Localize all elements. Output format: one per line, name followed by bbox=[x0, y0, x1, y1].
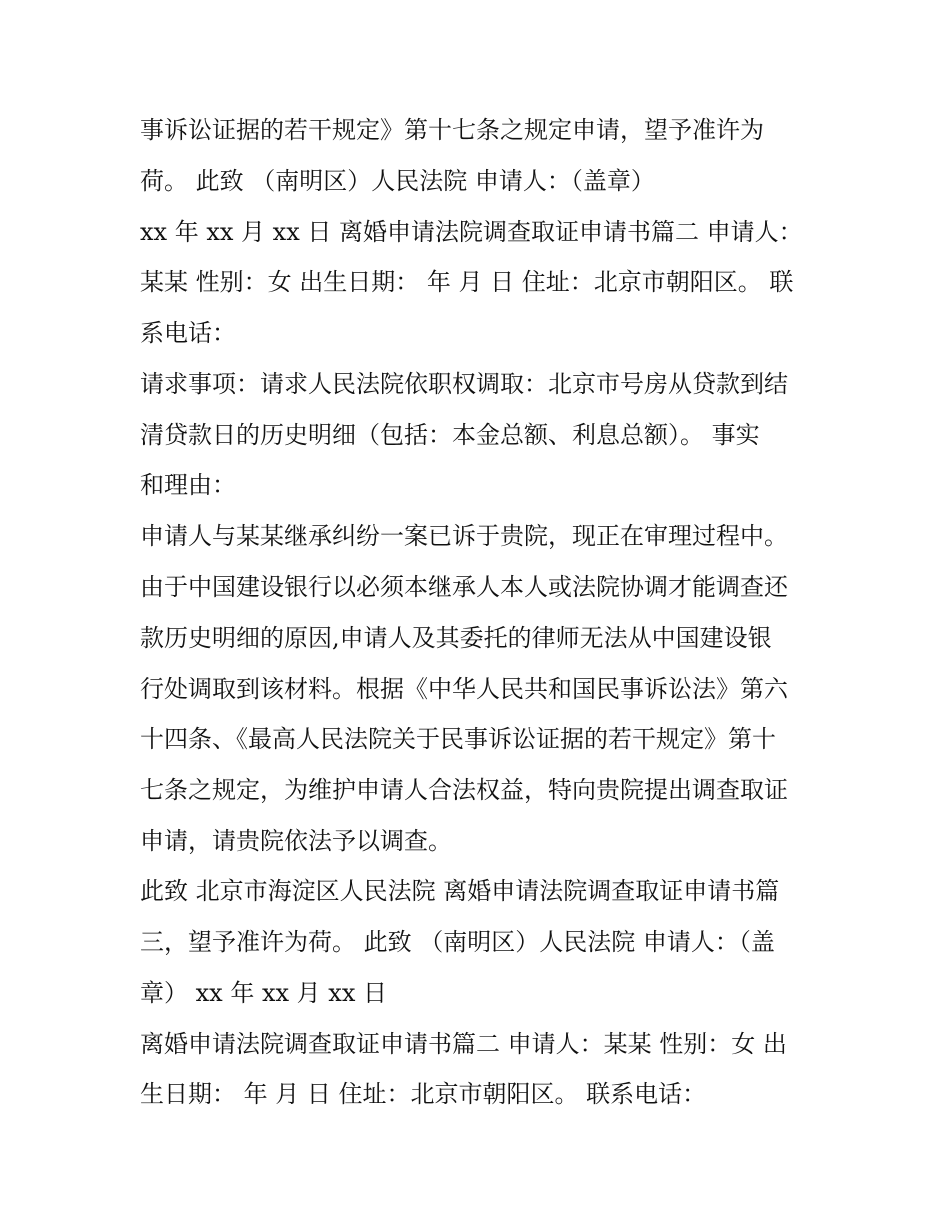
text-line: 十四条、《最高人民法院关于民事诉讼证据的若干规定》第十 bbox=[140, 725, 776, 753]
text-line: 请求事项：请求人民法院依职权调取：北京市号房从贷款到结 bbox=[140, 370, 788, 398]
text-line: 章） xx 年 xx 月 xx 日 bbox=[140, 979, 387, 1007]
text-line: 款历史明细的原因,申请人及其委托的律师无法从中国建设银 bbox=[140, 624, 772, 652]
text-line: 某某 性别：女 出生日期： 年 月 日 住址：北京市朝阳区。 联 bbox=[140, 268, 794, 296]
text-line: 此致 北京市海淀区人民法院 离婚申请法院调查取证申请书篇 bbox=[140, 877, 780, 905]
text-line: 生日期： 年 月 日 住址：北京市朝阳区。 联系电话： bbox=[140, 1080, 707, 1108]
text-line: 和理由： bbox=[140, 471, 236, 499]
text-line: 离婚申请法院调查取证申请书篇二 申请人：某某 性别：女 出 bbox=[140, 1030, 787, 1058]
text-line: 清贷款日的历史明细（包括：本金总额、利息总额）。 事实 bbox=[140, 421, 760, 449]
text-line: xx 年 xx 月 xx 日 离婚申请法院调查取证申请书篇二 申请人： bbox=[140, 218, 803, 246]
text-line: 由于中国建设银行以必须本继承人本人或法院协调才能调查还 bbox=[140, 573, 788, 601]
text-line: 行处调取到该材料。根据《中华人民共和国民事诉讼法》第六 bbox=[140, 675, 788, 703]
text-line: 申请人与某某继承纠纷一案已诉于贵院，现正在审理过程中。 bbox=[140, 522, 788, 550]
text-line: 事诉讼证据的若干规定》第十七条之规定申请，望予准许为 bbox=[140, 116, 764, 144]
text-line: 系电话： bbox=[140, 319, 236, 347]
text-line: 七条之规定，为维护申请人合法权益，特向贵院提出调查取证 bbox=[140, 776, 788, 804]
text-line: 申请，请贵院依法予以调查。 bbox=[140, 827, 452, 855]
text-line: 三，望予准许为荷。 此致 （南明区）人民法院 申请人：（盖 bbox=[140, 928, 775, 956]
text-line: 荷。 此致 （南明区）人民法院 申请人：（盖章） bbox=[140, 167, 655, 195]
